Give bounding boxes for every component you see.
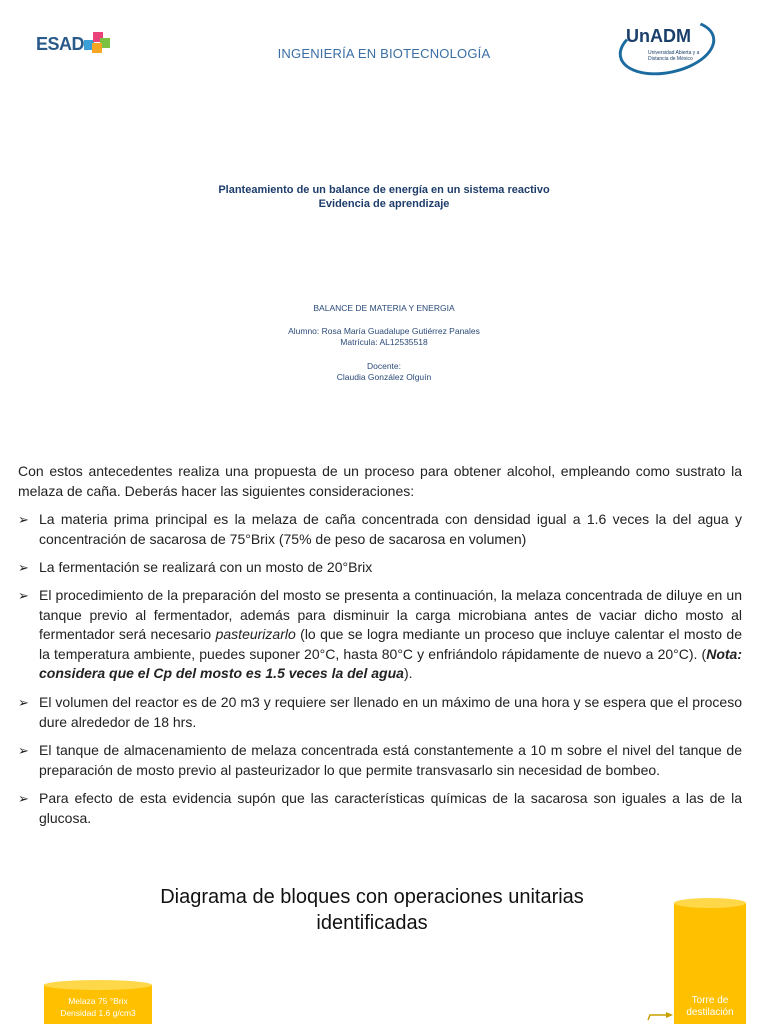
distillation-tower-block	[674, 903, 746, 1024]
program-title: INGENIERÍA EN BIOTECNOLOGÍA	[277, 46, 491, 61]
subject: BALANCE DE MATERIA Y ENERGIA	[313, 303, 455, 313]
list-item-text: El volumen del reactor es de 20 m3 y requiere ser llenado en un máximo de una hora y se espera que el proceso dure alrededor de 18 hrs.	[39, 694, 742, 730]
list-item	[18, 789, 742, 828]
list-item-text: La materia prima principal es la melaza de caña concentrada con densidad igual a 1.6 veces la del agua y concentración de sacarosa de 75°Brix (75% de peso de sacarosa en volumen)	[39, 511, 742, 547]
esad-logo-text: ESAD	[36, 34, 85, 54]
list-item	[18, 586, 742, 684]
list-item-text	[39, 586, 742, 684]
melaza-label-2: Densidad 1.6 g/cm3	[60, 1008, 136, 1018]
list-item-italic: pasteurizarlo	[215, 626, 296, 642]
list-item-text: La fermentación se realizará con un mosto de 20°Brix	[39, 559, 373, 575]
unadm-logo-subtitle: Universidad Abierta y a Distancia de México	[648, 50, 700, 62]
list-item-text-b: (lo que se logra mediante un proceso que incluye calentar el mosto de la temperatura ambiente, puedes suponer 20°C, hasta 80°C y enfriándolo rápidamente de nuevo a 20°C). (	[39, 626, 742, 662]
list-item	[18, 693, 742, 732]
list-item	[18, 558, 742, 578]
diagram-title-line-1: Diagrama de bloques con operaciones unitarias	[160, 886, 584, 908]
list-item-text-a: El procedimiento de la preparación del mosto se presenta a continuación, la melaza concentrada de diluye en un tanque previo al fermentador, además para disminuir la carga microbiana antes de vaciar dicho mosto al fermentador será necesario	[39, 587, 742, 642]
intro-paragraph: Con estos antecedentes realiza una propuesta de un proceso para obtener alcohol, empleando como sustrato la melaza de caña. Deberás hacer las siguientes consideraciones:	[18, 463, 742, 499]
melaza-tank-block	[44, 985, 152, 1024]
torre-label-1: Torre de	[691, 995, 729, 1006]
teacher-name: Claudia González Olguín	[336, 372, 432, 382]
student-name: Alumno: Rosa María Guadalupe Gutiérrez Panales	[288, 326, 480, 336]
unadm-logo	[618, 18, 718, 78]
unadm-logo-title: UnADM	[626, 26, 691, 46]
title-line-1: Planteamiento de un balance de energía en un sistema reactivo	[218, 184, 550, 196]
melaza-label-1: Melaza 75 °Brix	[68, 996, 128, 1006]
student-id: Matrícula: AL12535518	[340, 337, 428, 347]
document-title	[0, 183, 768, 211]
list-item-text-c: ).	[403, 665, 413, 681]
list-item	[18, 510, 742, 549]
title-line-2: Evidencia de aprendizaje	[318, 198, 450, 210]
list-item-note: Nota: considera que el Cp del mosto es 1.5 veces la del agua	[39, 645, 742, 681]
arrow-bullet-icon: ➢	[18, 695, 29, 710]
list-item-text: Para efecto de esta evidencia supón que las características químicas de la sacarosa son iguales a las de la glucosa.	[39, 790, 742, 826]
arrow-bullet-icon: ➢	[18, 588, 29, 603]
diagram-title	[0, 884, 744, 936]
arrow-bullet-icon: ➢	[18, 512, 29, 527]
list-item-text: El tanque de almacenamiento de melaza concentrada está constantemente a 10 m sobre el nivel del tanque de preparación de mosto previo al pasteurizador lo que permite transvasarlo sin necesidad de bombeo.	[39, 742, 742, 778]
arrow-bullet-icon: ➢	[18, 560, 29, 575]
melaza-tank-top	[44, 980, 152, 990]
unadm-ring-icon	[613, 10, 720, 83]
diagram-title-line-2: identificadas	[316, 912, 428, 934]
list-item	[18, 741, 742, 780]
arrow-bullet-icon: ➢	[18, 791, 29, 806]
arrow-bullet-icon: ➢	[18, 743, 29, 758]
torre-label-2: destilación	[686, 1007, 734, 1018]
distillation-tower-top	[674, 898, 746, 908]
flow-arrow-icon	[646, 1012, 676, 1024]
teacher-label: Docente:	[366, 361, 402, 371]
